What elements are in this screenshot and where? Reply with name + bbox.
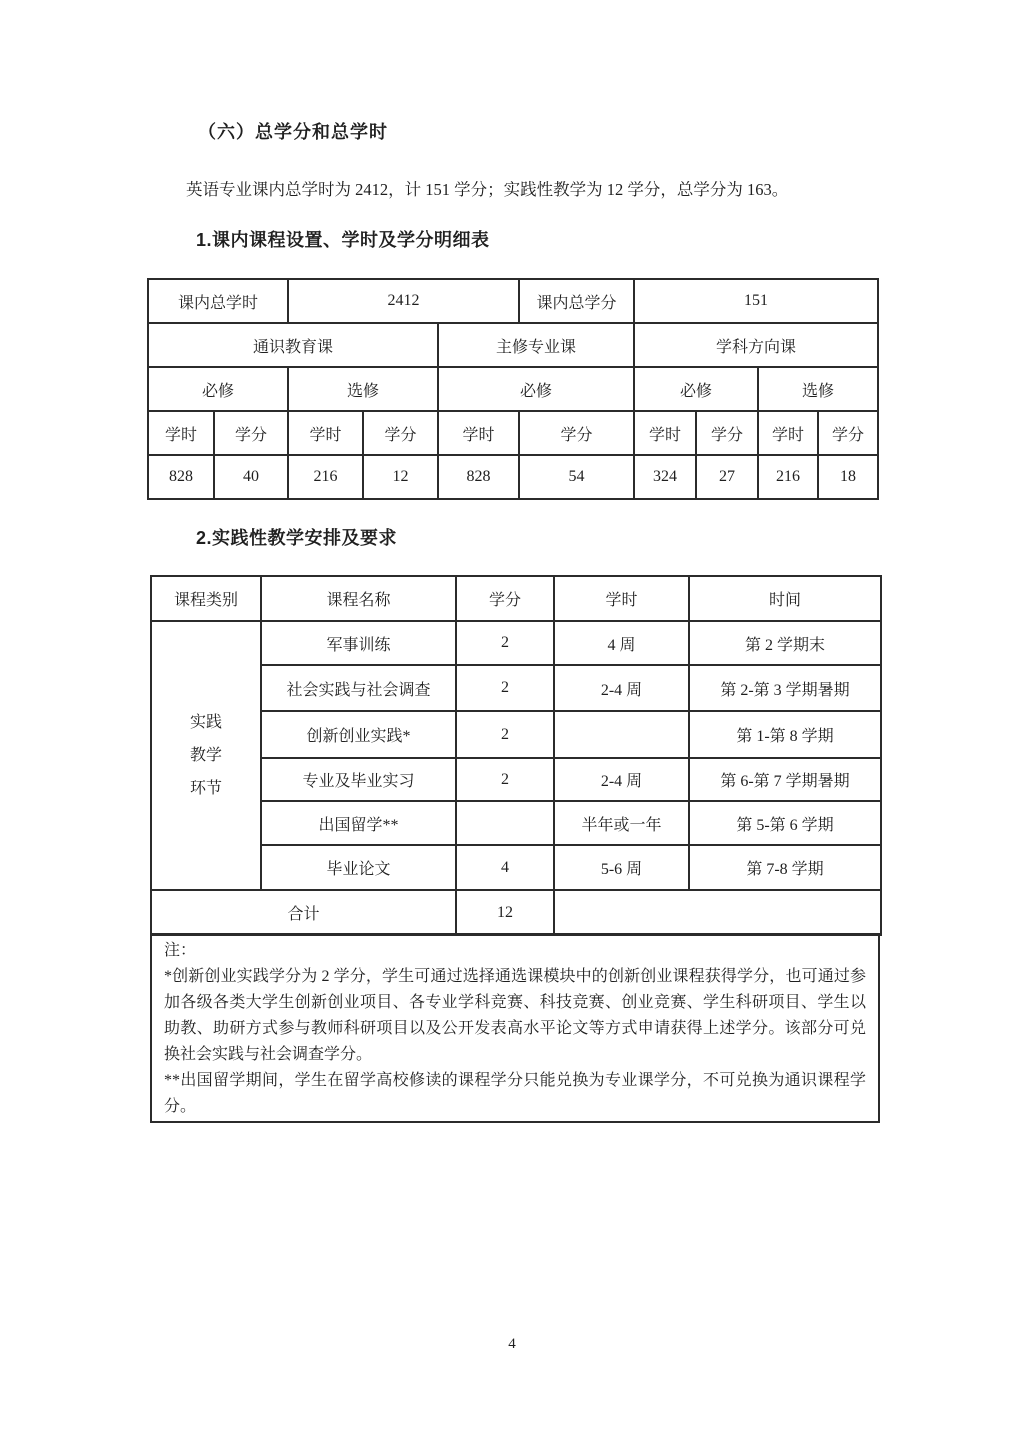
t2-header-credits: 学分 bbox=[456, 576, 554, 621]
t1-subheader: 学时 bbox=[148, 411, 214, 455]
t1-value: 18 bbox=[818, 455, 878, 499]
t2-hours: 半年或一年 bbox=[554, 801, 689, 845]
t1-subheader: 学时 bbox=[438, 411, 519, 455]
t2-category-practical-teaching bbox=[151, 621, 261, 890]
notes-box bbox=[150, 933, 880, 1123]
t1-value: 27 bbox=[696, 455, 758, 499]
t2-hours: 5-6 周 bbox=[554, 845, 689, 890]
t2-course-name: 社会实践与社会调查 bbox=[261, 665, 456, 711]
t2-total-label: 合计 bbox=[151, 890, 456, 935]
t2-credits: 2 bbox=[456, 665, 554, 711]
t1-value: 54 bbox=[519, 455, 634, 499]
t1-subheader: 学分 bbox=[696, 411, 758, 455]
t2-header-course-name: 课程名称 bbox=[261, 576, 456, 621]
t2-time: 第 5-第 6 学期 bbox=[689, 801, 881, 845]
t2-header-time: 时间 bbox=[689, 576, 881, 621]
t2-time: 第 7-8 学期 bbox=[689, 845, 881, 890]
note-paragraph-2: **出国留学期间，学生在留学高校修读的课程学分只能兑换为专业课学分，不可兑换为通识课程学分。 bbox=[164, 1072, 866, 1115]
t1-subheader: 学时 bbox=[288, 411, 363, 455]
t1-subheader: 学分 bbox=[818, 411, 878, 455]
t2-course-name: 创新创业实践* bbox=[261, 711, 456, 758]
t2-time: 第 1-第 8 学期 bbox=[689, 711, 881, 758]
t2-total-credits: 12 bbox=[456, 890, 554, 935]
in-class-hours-credits-table bbox=[147, 278, 879, 500]
t1-required-3: 必修 bbox=[634, 367, 758, 411]
t2-course-name: 出国留学** bbox=[261, 801, 456, 845]
t2-credits: 2 bbox=[456, 711, 554, 758]
t2-hours: 2-4 周 bbox=[554, 758, 689, 801]
t2-course-name: 毕业论文 bbox=[261, 845, 456, 890]
t2-time: 第 2 学期末 bbox=[689, 621, 881, 665]
t1-subheader: 学分 bbox=[363, 411, 438, 455]
t2-category-line: 实践 bbox=[189, 714, 222, 731]
t1-value: 12 bbox=[363, 455, 438, 499]
t2-total-blank bbox=[554, 890, 881, 935]
t2-course-name: 专业及毕业实习 bbox=[261, 758, 456, 801]
t1-value: 324 bbox=[634, 455, 696, 499]
t2-credits: 4 bbox=[456, 845, 554, 890]
note-paragraph-1: *创新创业实践学分为 2 学分，学生可通过选择通选课模块中的创新创业课程获得学分，也可通过参加各级各类大学生创新创业项目、各专业学科竞赛、科技竞赛、创业竞赛、学生科研项目、学生以助教、助研方式参与教师科研项目以及公开发表高水平论文等方式申请获得上述学分。该部分可兑换社会实践与社会调查学分。 bbox=[164, 968, 866, 1063]
t2-hours: 4 周 bbox=[554, 621, 689, 665]
intro-paragraph: 英语专业课内总学时为 2412，计 151 学分；实践性教学为 12 学分，总学分为 163。 bbox=[186, 180, 789, 199]
t1-value: 40 bbox=[214, 455, 288, 499]
notes-label: 注： bbox=[164, 942, 197, 959]
t1-required-2: 必修 bbox=[438, 367, 634, 411]
section2-title: 2.实践性教学安排及要求 bbox=[196, 528, 398, 548]
t2-time: 第 6-第 7 学期暑期 bbox=[689, 758, 881, 801]
t1-total-credits-value: 151 bbox=[634, 279, 878, 323]
t1-value: 216 bbox=[288, 455, 363, 499]
t1-group-general-education: 通识教育课 bbox=[148, 323, 438, 367]
practical-teaching-table bbox=[150, 575, 882, 936]
t2-course-name: 军事训练 bbox=[261, 621, 456, 665]
t2-hours: 2-4 周 bbox=[554, 665, 689, 711]
t1-total-hours-value: 2412 bbox=[288, 279, 519, 323]
t1-value: 828 bbox=[148, 455, 214, 499]
t1-elective-1: 选修 bbox=[288, 367, 438, 411]
t1-subheader: 学时 bbox=[634, 411, 696, 455]
t1-total-credits-label: 课内总学分 bbox=[519, 279, 634, 323]
section1-title: 1.课内课程设置、学时及学分明细表 bbox=[196, 230, 490, 250]
t1-group-major-courses: 主修专业课 bbox=[438, 323, 634, 367]
t1-total-hours-label: 课内总学时 bbox=[148, 279, 288, 323]
t1-value: 216 bbox=[758, 455, 818, 499]
page-number: 4 bbox=[508, 1336, 516, 1352]
t2-hours bbox=[554, 711, 689, 758]
t1-required-1: 必修 bbox=[148, 367, 288, 411]
t1-group-discipline-direction: 学科方向课 bbox=[634, 323, 878, 367]
t2-credits: 2 bbox=[456, 621, 554, 665]
t2-time: 第 2-第 3 学期暑期 bbox=[689, 665, 881, 711]
t1-subheader: 学时 bbox=[758, 411, 818, 455]
t2-credits: 2 bbox=[456, 758, 554, 801]
t2-category-line: 环节 bbox=[189, 780, 222, 797]
t1-subheader: 学分 bbox=[519, 411, 634, 455]
page-heading: （六）总学分和总学时 bbox=[198, 122, 388, 142]
t2-header-hours: 学时 bbox=[554, 576, 689, 621]
t2-header-category: 课程类别 bbox=[151, 576, 261, 621]
t1-subheader: 学分 bbox=[214, 411, 288, 455]
t1-elective-2: 选修 bbox=[758, 367, 878, 411]
t2-credits bbox=[456, 801, 554, 845]
t2-category-line: 教学 bbox=[189, 747, 222, 764]
t1-value: 828 bbox=[438, 455, 519, 499]
